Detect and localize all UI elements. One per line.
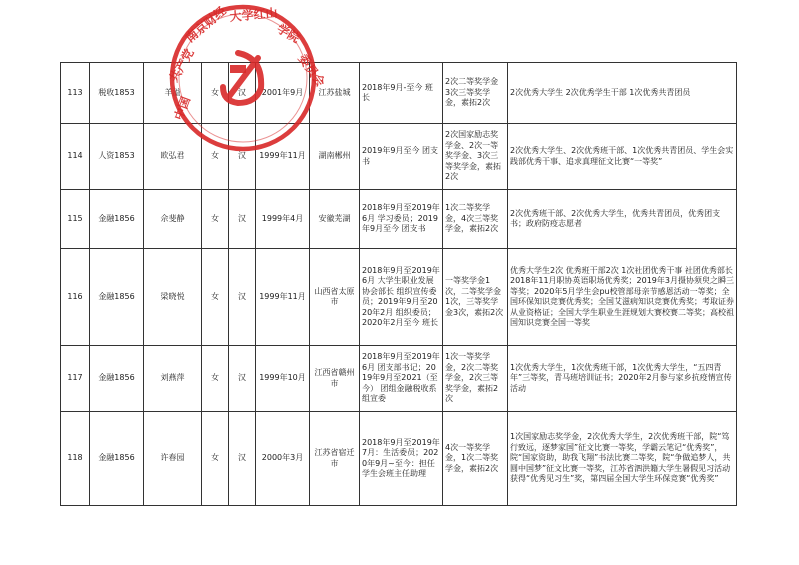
birth-date-cell: 1999年11月 — [256, 249, 310, 346]
class-name-cell: 金融1856 — [90, 412, 144, 506]
student-name-cell: 佘斐静 — [144, 190, 202, 249]
row-number-cell: 117 — [61, 346, 90, 412]
positions-held-cell: 2018年9月至2019年6月 大学生职业发展协会部长 组织宣传委员；2019年9月至2020年2月 组织委员；2020年2月至今 班长 — [360, 249, 443, 346]
table-row — [61, 190, 737, 249]
student-name-cell: 刘燕萍 — [144, 346, 202, 412]
class-name-cell: 金融1856 — [90, 249, 144, 346]
svg-text:共产党: 共产党 — [166, 46, 197, 85]
birth-date-cell: 1999年10月 — [256, 346, 310, 412]
native-place-cell: 江西省赣州市 — [310, 346, 360, 412]
positions-held-cell: 2018年9月至2019年7月：生活委员；2020年9月~至今：担任学生会班主任助理 — [360, 412, 443, 506]
table-row — [61, 249, 737, 346]
birth-date-cell: 2000年3月 — [256, 412, 310, 506]
student-name-cell: 许春园 — [144, 412, 202, 506]
svg-text:学院: 学院 — [274, 21, 303, 46]
scholarships-cell: 2次二等奖学金 3次三等奖学金，素拓2次 — [443, 63, 508, 124]
table-row — [61, 63, 737, 124]
positions-held-cell: 2018年9月至2019年6月 学习委员；2019年9月至今 团支书 — [360, 190, 443, 249]
student-name-cell: 欧弘君 — [144, 124, 202, 190]
ethnicity-cell: 汉 — [229, 346, 256, 412]
class-name-cell: 金融1856 — [90, 190, 144, 249]
ethnicity-cell: 汉 — [229, 190, 256, 249]
native-place-cell: 山西省太原市 — [310, 249, 360, 346]
table-row — [61, 346, 737, 412]
honors-cell: 优秀大学生2次 优秀班干部2次 1次社团优秀干事 社团优秀部长 2018年11月职协英语职场优秀奖；2019年3月摄协须臾之瞬三等奖；2020年5月学生会pu校管部母亲节感恩活动一等奖；全国环保知识竞赛优秀奖；全国艾滋病知识竞赛优秀奖；考取证券从业资格证；全国大学生职业生涯规划大赛校赛二等奖；高校祖国知识竞赛全国一等奖 — [508, 249, 737, 346]
row-number-cell: 115 — [61, 190, 90, 249]
native-place-cell: 江苏盐城 — [310, 63, 360, 124]
table-row — [61, 412, 737, 506]
row-number-cell: 113 — [61, 63, 90, 124]
gender-cell: 女 — [202, 63, 229, 124]
svg-text:大学红山: 大学红山 — [229, 5, 279, 24]
ethnicity-cell: 汉 — [229, 412, 256, 506]
positions-held-cell: 2019年9月至今 团支书 — [360, 124, 443, 190]
scholarships-cell: 4次一等奖学金，1次二等奖学金，素拓2次 — [443, 412, 508, 506]
honors-cell: 2次优秀班干部、2次优秀大学生，优秀共青团员，优秀团支书；政府防疫志愿者 — [508, 190, 737, 249]
honors-cell: 1次优秀大学生，1次优秀班干部，1次优秀大学生，“五四青年”三等奖，青马班培训证书；2020年2月参与家乡抗疫情宣传活动 — [508, 346, 737, 412]
row-number-cell: 118 — [61, 412, 90, 506]
class-name-cell: 税收1853 — [90, 63, 144, 124]
gender-cell: 女 — [202, 249, 229, 346]
positions-held-cell: 2018年9月-至今 班长 — [360, 63, 443, 124]
birth-date-cell: 1999年4月 — [256, 190, 310, 249]
class-name-cell: 金融1856 — [90, 346, 144, 412]
ethnicity-cell: 汉 — [229, 249, 256, 346]
candidate-table — [60, 62, 737, 506]
row-number-cell: 114 — [61, 124, 90, 190]
honors-cell: 1次国家励志奖学金，2次优秀大学生，2次优秀班干部，院“笃行致远，逐梦家国”征文比赛一等奖，学霸云笔记“优秀奖”，院“国家资助，助我飞翔”书法比赛二等奖，院“争做追梦人，共圆中国梦”征文比赛一等奖，江苏省泗洪籍大学生暑假见习活动获得“优秀见习生”奖，第四届全国大学生环保竞赛“优秀奖” — [508, 412, 737, 506]
honors-cell: 2次优秀大学生 2次优秀学生干部 1次优秀共青团员 — [508, 63, 737, 124]
svg-text:南京财经: 南京财经 — [182, 3, 229, 46]
row-number-cell: 116 — [61, 249, 90, 346]
native-place-cell: 湖南郴州 — [310, 124, 360, 190]
gender-cell: 女 — [202, 412, 229, 506]
gender-cell: 女 — [202, 124, 229, 190]
gender-cell: 女 — [202, 346, 229, 412]
student-name-cell: 梁晓悦 — [144, 249, 202, 346]
ethnicity-cell: 汉 — [229, 124, 256, 190]
table-body — [61, 63, 737, 506]
svg-text:委员会: 委员会 — [295, 51, 328, 90]
table-row — [61, 124, 737, 190]
scholarships-cell: 2次国家励志奖学金、2次一等奖学金、3次三等奖学金，素拓2次 — [443, 124, 508, 190]
scholarships-cell: 1次二等奖学金，4次三等奖学金，素拓2次 — [443, 190, 508, 249]
gender-cell: 女 — [202, 190, 229, 249]
student-name-cell: 羊溢 — [144, 63, 202, 124]
scholarships-cell: 一等奖学金1次，二等奖学金1次，三等奖学金3次，素拓2次 — [443, 249, 508, 346]
scholarships-cell: 1次一等奖学金，2次二等奖学金，2次三等奖学金，素拓2次 — [443, 346, 508, 412]
native-place-cell: 安徽芜湖 — [310, 190, 360, 249]
class-name-cell: 人资1853 — [90, 124, 144, 190]
native-place-cell: 江苏省宿迁市 — [310, 412, 360, 506]
ethnicity-cell: 汉 — [229, 63, 256, 124]
birth-date-cell: 1999年11月 — [256, 124, 310, 190]
birth-date-cell: 2001年9月 — [256, 63, 310, 124]
positions-held-cell: 2018年9月至2019年6月 团支部书记；2019年9月至2021（至今） 团组金融税收系组宣委 — [360, 346, 443, 412]
honors-cell: 2次优秀大学生、2次优秀班干部、1次优秀共青团员、学生会实践部优秀干事、追求真理征文比赛“一等奖” — [508, 124, 737, 190]
svg-text:中国: 中国 — [171, 94, 194, 123]
